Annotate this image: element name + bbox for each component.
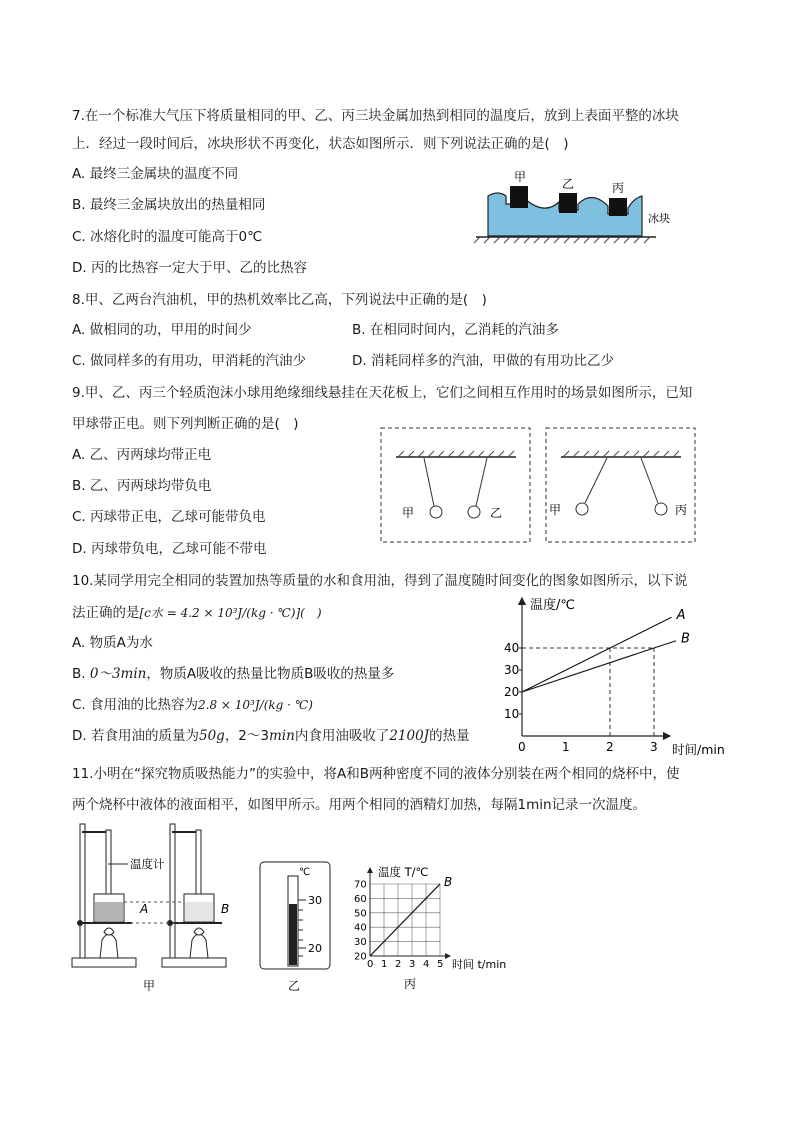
label-yi: 乙: [490, 506, 503, 520]
series-line-a: [522, 617, 672, 692]
flame-right: [194, 928, 204, 935]
x-axis-label: 时间 t/min: [452, 958, 507, 971]
knob-left: [77, 920, 83, 926]
thread-jia: [585, 458, 607, 503]
tick-30: 30: [308, 894, 322, 907]
q8-option-c: C. 做同样多的有用功，甲消耗的汽油少: [72, 353, 307, 369]
q10-option-d-mass: 50g: [198, 728, 225, 744]
q10-option-d-heat: 2100J: [389, 728, 430, 744]
q10-option-c-text: C. 食用油的比热容为: [72, 697, 199, 713]
x-axis-label: 时间/min: [672, 742, 725, 757]
q10-option-b: [72, 665, 394, 683]
label-jia: 甲: [549, 503, 562, 517]
q11-figure-yi: [258, 860, 334, 995]
q10-specific-heat-formula: [c水 = 4.2 × 10³J/(kg · ℃)]( ): [139, 606, 322, 620]
ground-hatch: [474, 237, 650, 243]
q7-option-d: D. 丙的比热容一定大于甲、乙的比热容: [72, 260, 307, 276]
q10-stem-line1: 10.某同学用完全相同的装置加热等质量的水和食用油，得到了温度随时间变化的图象如图所示，以下说: [72, 573, 688, 589]
q10-option-a: A. 物质A为水: [72, 635, 153, 651]
stand-base-left: [72, 958, 136, 967]
label-jia: 甲: [402, 506, 415, 520]
y-axis-label: 温度/℃: [530, 598, 575, 613]
y-tick-label: 40: [354, 922, 367, 934]
y-tick-label: 70: [354, 879, 367, 891]
q7-option-b: B. 最终三金属块放出的热量相同: [72, 197, 266, 213]
mercury-column: [289, 904, 297, 965]
ceiling-hatch: [398, 451, 514, 457]
ball-yi: [468, 506, 480, 518]
q7-option-a: A. 最终三金属块的温度不同: [72, 166, 239, 182]
series-label-b: B: [681, 631, 690, 647]
stand-base-right: [162, 958, 226, 967]
x-tick-label: 0: [518, 740, 526, 754]
label-bing: 丙: [612, 181, 625, 195]
q10-option-d-text4: 的热量: [429, 728, 470, 744]
q9-stem-line2: 甲球带正电。则下列判断正确的是( ): [72, 416, 299, 432]
q10-option-b-text: ，物质A吸收的热量比物质B吸收的热量多: [146, 666, 395, 682]
label-b: B: [221, 902, 230, 916]
ball-jia: [576, 503, 588, 515]
q10-temperature-chart: [494, 592, 739, 760]
label-ice: 冰块: [648, 212, 670, 225]
metal-block-yi: [559, 193, 577, 213]
caption-yi: 乙: [288, 979, 301, 993]
x-tick-label: 2: [395, 959, 402, 970]
unit-celsius: ℃: [299, 867, 311, 878]
label-yi: 乙: [562, 177, 575, 191]
stand-rod-right: [170, 824, 175, 958]
q10-option-c: [72, 696, 313, 714]
y-tick-label: 30: [504, 663, 520, 677]
q10-option-d-unit: min: [269, 728, 295, 744]
ceiling-hatch: [563, 451, 679, 457]
q11-stem-line2: 两个烧杯中液体的液面相平，如图甲所示。用两个相同的酒精灯加热，每隔1min记录一次温度。: [72, 797, 647, 813]
label-jia: 甲: [514, 170, 527, 184]
label-bing: 丙: [675, 503, 688, 517]
q10-option-d-text1: D. 若食用油的质量为: [72, 728, 199, 744]
x-tick-label: 3: [650, 740, 658, 754]
q10-option-c-value: 2.8 × 10³J/(kg · ℃): [198, 698, 313, 712]
q10-stem-text: 法正确的是: [72, 605, 140, 621]
q9-stem-line1: 9.甲、乙、丙三个轻质泡沫小球用绝缘细线悬挂在天花板上，它们之间相互作用时的场景如图所示，已知: [72, 385, 693, 401]
thermometer-label: 温度计: [130, 857, 165, 871]
y-axis-label: 温度 T/℃: [378, 865, 429, 879]
q7-stem-line2: 上．经过一段时间后，冰块形状不再变化，状态如图所示．则下列说法正确的是( ): [72, 136, 569, 152]
label-a: A: [140, 902, 149, 916]
alcohol-lamp-left: [100, 934, 118, 958]
q9-option-b: B. 乙、丙两球均带负电: [72, 478, 212, 494]
x-tick-label: 1: [562, 740, 570, 754]
q9-option-a: A. 乙、丙两球均带正电: [72, 447, 212, 463]
x-tick-label: 5: [437, 959, 444, 970]
thread-jia: [424, 458, 434, 506]
y-tick-label: 50: [354, 908, 367, 920]
series-line-b: [370, 884, 440, 956]
dashed-frame: [381, 428, 530, 542]
x-tick-label: 2: [606, 740, 614, 754]
q9-figure-left: [380, 427, 532, 544]
q7-ice-figure: [474, 168, 684, 246]
q11-figure-bing-chart: [344, 856, 524, 998]
q8-option-d: D. 消耗同样多的汽油，甲做的有用功比乙少: [352, 353, 614, 369]
q10-option-b-range: 0～3min: [89, 666, 147, 682]
q9-option-d: D. 丙球带负电，乙球可能不带电: [72, 541, 267, 557]
q8-stem: 8.甲、乙两台汽油机，甲的热机效率比乙高，下列说法中正确的是( ): [72, 292, 487, 308]
q7-option-c: C. 冰熔化时的温度可能高于0℃: [72, 229, 263, 245]
metal-block-jia: [510, 186, 528, 208]
series-label-a: A: [676, 608, 686, 624]
y-tick-label: 10: [504, 707, 520, 721]
y-tick-label: 20: [354, 951, 367, 963]
q8-option-b: B. 在相同时间内，乙消耗的汽油多: [352, 322, 559, 338]
liquid-b: [185, 902, 213, 921]
q10-stem-line2: [72, 604, 322, 622]
q7-stem-line1: 7.在一个标准大气压下将质量相同的甲、乙、丙三块金属加热到相同的温度后，放到上表面平整的冰块: [72, 108, 679, 124]
q10-option-b-prefix: B.: [72, 666, 90, 682]
x-tick-label: 0: [367, 959, 374, 970]
metal-block-bing: [609, 198, 627, 216]
liquid-a: [95, 902, 123, 921]
flame-left: [104, 928, 114, 935]
caption-jia: 甲: [143, 979, 156, 993]
q10-option-d-text2: ，2～3: [224, 728, 269, 744]
q10-option-d: [72, 727, 470, 745]
q8-option-a: A. 做相同的功，甲用的时间少: [72, 322, 252, 338]
q9-figure-right: [545, 427, 697, 544]
x-tick-label: 4: [423, 959, 430, 970]
ball-jia: [430, 506, 442, 518]
q11-stem-line1: 11.小明在“探究物质吸热能力”的实验中，将A和B两种密度不同的液体分别装在两个相同的烧杯中，使: [72, 766, 680, 782]
x-tick-label: 3: [409, 959, 416, 970]
ball-bing: [655, 503, 667, 515]
thread-bing: [641, 458, 658, 503]
x-tick-label: 1: [381, 959, 388, 970]
tick-20: 20: [308, 942, 322, 955]
series-label-b: B: [444, 875, 453, 889]
y-tick-label: 40: [504, 641, 520, 655]
q9-option-c: C. 丙球带正电，乙球可能带负电: [72, 509, 266, 525]
y-tick-label: 20: [504, 685, 520, 699]
dashed-frame: [546, 428, 695, 542]
stand-rod-left: [80, 824, 85, 958]
q10-option-d-text3: 内食用油吸收了: [294, 728, 390, 744]
caption-bing: 丙: [404, 977, 417, 991]
thread-yi: [476, 458, 487, 506]
alcohol-lamp-right: [190, 934, 208, 958]
q11-figure-jia: [70, 820, 250, 995]
y-tick-label: 60: [354, 893, 367, 905]
y-tick-label: 30: [354, 937, 367, 949]
